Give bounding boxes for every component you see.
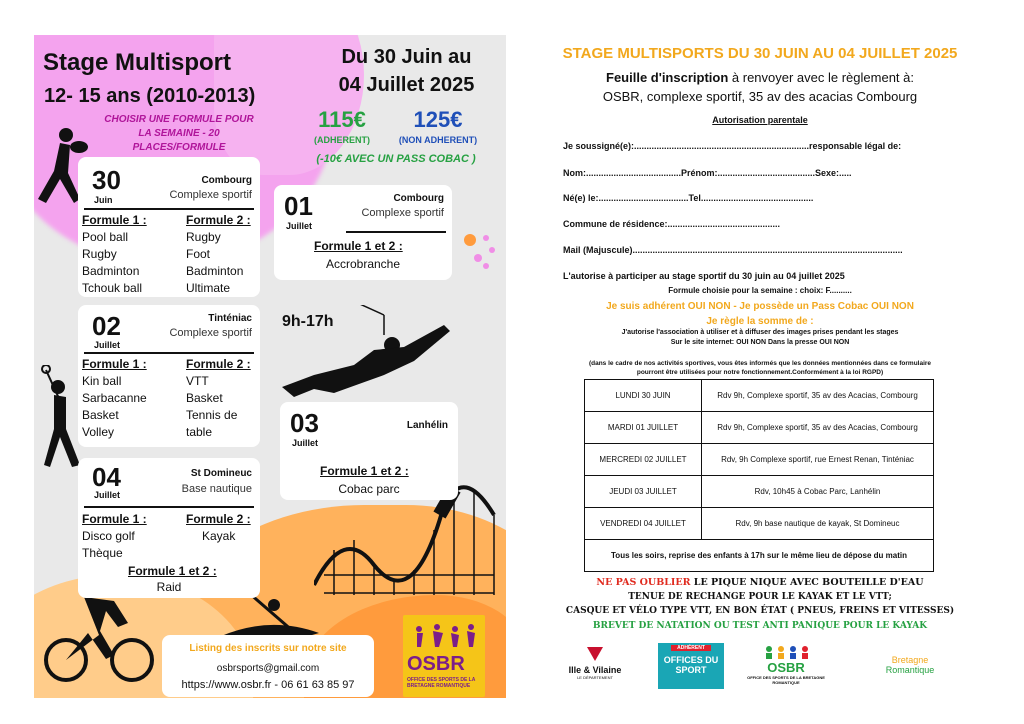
formule-1-label: Formule 1 :: [82, 213, 147, 227]
schedule-day: JEUDI 03 JUILLET: [585, 476, 702, 508]
formule-2-items: Kayak: [202, 529, 236, 543]
decorative-dots: [458, 230, 498, 280]
poster-title: Stage Multisport: [43, 49, 232, 76]
day-place: Lanhélin: [406, 420, 448, 431]
poster-age-range: 12- 15 ans (2010-2013): [44, 85, 256, 107]
reminder-line-2: TENUE DE RECHANGE POUR LE KAYAK ET LE VTT;: [628, 592, 892, 602]
field-naissance-tel[interactable]: Né(e) le:....................................Tel.............................................: [563, 193, 814, 203]
day-month: Juin: [94, 195, 113, 205]
formule-1-items: Disco golf Thèque: [82, 529, 135, 560]
day-place: Combourg: [393, 193, 444, 204]
day-card-03-juillet: [280, 402, 458, 500]
formule-1-et-2-item: Cobac parc: [338, 482, 400, 496]
field-adherent-pass[interactable]: Je suis adhérent OUI NON - Je possède un Pass Cobac OUI NON: [606, 301, 914, 312]
price-member-label: (ADHERENT): [314, 135, 370, 145]
formule-2-label: Formule 2 :: [186, 512, 251, 526]
contact-site-phone[interactable]: https://www.osbr.fr - 06 61 63 85 97: [181, 679, 355, 691]
field-montant[interactable]: Je règle la somme de :: [706, 316, 814, 327]
day-venue: Complexe sportif: [361, 207, 444, 219]
formule-1-et-2-label: Formule 1 et 2 :: [320, 464, 409, 478]
price-nonmember: 125€: [413, 107, 463, 132]
day-number: 03: [290, 408, 319, 438]
logo-subtitle: OFFICE DES SPORTS DE LA BRETAGNE ROMANTIQUE: [407, 677, 476, 689]
field-formule[interactable]: Formule choisie pour la semaine : choix: F..........: [668, 286, 852, 295]
price-nonmember-label: (NON ADHERENT): [398, 135, 478, 145]
form-subtitle: Feuille d'inscription à renvoyer avec le règlement à:: [606, 70, 914, 85]
table-row: [585, 412, 934, 444]
image-rights-choice[interactable]: Sur le site internet: OUI NON Dans la presse OUI NON: [670, 339, 850, 346]
athletes-icon: [761, 645, 811, 659]
formule-1-items: Pool ball Rugby Badminton Tchouk ball: [82, 230, 143, 295]
registration-form: [540, 35, 1000, 698]
day-number: 30: [92, 165, 121, 195]
field-commune[interactable]: Commune de résidence:.............................................: [563, 219, 781, 229]
formule-2-label: Formule 2 :: [186, 357, 251, 371]
authorization-statement: L'autorise à participer au stage sportif du 30 juin au 04 juillet 2025: [563, 271, 845, 281]
formule-1-et-2-item: Raid: [156, 580, 182, 594]
formule-2-items: VTT Basket Tennis de table: [186, 374, 238, 439]
day-number: 02: [92, 311, 121, 341]
schedule-table: [584, 379, 934, 572]
schedule-day: MARDI 01 JUILLET: [585, 412, 702, 444]
poster-choose-note: CHOISIR UNE FORMULE POUR LA SEMAINE - 20 PLACES/FORMULE: [104, 114, 254, 153]
day-month: Juillet: [286, 221, 313, 231]
form-title: STAGE MULTISPORTS DU 30 JUIN AU 04 JUILLET 2025: [562, 45, 958, 62]
formule-1-et-2-label: Formule 1 et 2 :: [128, 564, 217, 578]
field-nom-prenom-sexe[interactable]: Nom:......................................Prénom:.......................................Sexe:.....: [563, 168, 852, 178]
field-mail[interactable]: Mail (Majuscule)............................................................................................................: [563, 245, 903, 255]
day-card-02-juillet: [78, 305, 260, 447]
day-number: 04: [92, 462, 121, 492]
osbr-logo: [403, 615, 485, 697]
day-place: Combourg: [201, 175, 252, 186]
rgpd-note: (dans le cadre de nos activités sportives, vous êtes informés que les données mentionnées dans ce formulaire pourront être utilisées pour notre fonctionnement.Conformément à la loi RGPD): [588, 360, 932, 376]
formule-2-label: Formule 2 :: [186, 213, 251, 227]
schedule-day: LUNDI 30 JUIN: [585, 380, 702, 412]
reminder-line-4: BREVET DE NATATION OU TEST ANTI PANIQUE POUR LE KAYAK: [592, 621, 928, 631]
schedule-footer: Tous les soirs, reprise des enfants à 17h sur le même lieu de dépose du matin: [585, 540, 934, 572]
formule-2-items: Rugby Foot Badminton Ultimate: [186, 230, 244, 295]
day-month: Juillet: [292, 438, 319, 448]
table-row: [585, 380, 934, 412]
formule-1-label: Formule 1 :: [82, 512, 147, 526]
contact-email[interactable]: osbrsports@gmail.com: [216, 663, 320, 674]
schedule-info: Rdv 9h, Complexe sportif, 35 av des Acacias, Combourg: [702, 412, 934, 444]
day-card-30-juin: [78, 157, 260, 297]
schedule-day: VENDREDI 04 JUILLET: [585, 508, 702, 540]
table-footer-row: [585, 540, 934, 572]
poster: [34, 35, 506, 698]
poster-hours: 9h-17h: [282, 313, 334, 330]
logo-text: OSBR: [407, 653, 465, 675]
divider: [84, 506, 254, 508]
day-number: 01: [284, 191, 313, 221]
parental-authorization-heading: Autorisation parentale: [712, 115, 808, 125]
athletes-icon: [409, 621, 479, 651]
pass-discount: (-10€ AVEC UN PASS COBAC ): [316, 153, 476, 165]
day-month: Juillet: [94, 340, 121, 350]
form-address: OSBR, complexe sportif, 35 av des acacias Combourg: [602, 89, 918, 104]
table-row: [585, 508, 934, 540]
reminder-line-1: NE PAS OUBLIER LE PIQUE NIQUE AVEC BOUTEILLE D'EAU: [596, 577, 924, 588]
divider: [84, 208, 254, 210]
contact-box: [162, 635, 374, 697]
table-row: [585, 444, 934, 476]
day-month: Juillet: [94, 490, 121, 500]
field-soussigne[interactable]: Je soussigné(e):......................................................................responsable légal de:: [563, 141, 902, 151]
schedule-day: MERCREDI 02 JUILLET: [585, 444, 702, 476]
reminder-line-3: CASQUE ET VÉLO TYPE VTT, EN BON ÉTAT ( PNEUS, FREINS ET VITESSES): [565, 606, 955, 616]
ille-et-vilaine-logo: Ille & Vilaine LE DÉPARTEMENT: [560, 645, 630, 680]
day-place: St Domineuc: [190, 468, 252, 479]
table-row: [585, 476, 934, 508]
offices-du-sport-logo: ADHÉRENT OFFICES DU SPORT: [658, 643, 724, 689]
divider: [84, 352, 254, 354]
day-card-01-juillet: [274, 185, 452, 280]
image-rights-statement: J'autorise l'association à utiliser et à diffuser des images prises pendant les stages: [621, 329, 899, 336]
bretagne-romantique-logo: Bretagne Romantique: [885, 655, 935, 675]
formule-1-items: Kin ball Sarbacanne Basket Volley: [82, 374, 147, 439]
price-member: 115€: [318, 107, 366, 132]
formule-1-et-2-label: Formule 1 et 2 :: [314, 239, 403, 253]
schedule-info: Rdv, 9h Complexe sportif, rue Ernest Renan, Tinténiac: [702, 444, 934, 476]
schedule-info: Rdv, 9h base nautique de kayak, St Domineuc: [702, 508, 934, 540]
formule-1-et-2-item: Accrobranche: [325, 257, 401, 271]
day-place: Tinténiac: [208, 313, 252, 324]
listing-note: Listing des inscrits sur notre site: [189, 643, 347, 654]
day-venue: Complexe sportif: [169, 327, 252, 339]
ille-et-vilaine-icon: [585, 645, 605, 663]
day-venue: Base nautique: [181, 483, 252, 495]
poster-dates: Du 30 Juin au 04 Juillet 2025: [338, 46, 475, 96]
day-venue: Complexe sportif: [169, 189, 252, 201]
schedule-info: Rdv, 10h45 à Cobac Parc, Lanhélin: [702, 476, 934, 508]
formule-1-label: Formule 1 :: [82, 357, 147, 371]
osbr-small-logo: OSBR OFFICE DES SPORTS DE LA BRETAGNE ROMANTIQUE: [746, 645, 826, 685]
day-card-04-juillet: [78, 458, 260, 598]
schedule-info: Rdv 9h, Complexe sportif, 35 av des Acacias, Combourg: [702, 380, 934, 412]
divider: [346, 231, 446, 233]
